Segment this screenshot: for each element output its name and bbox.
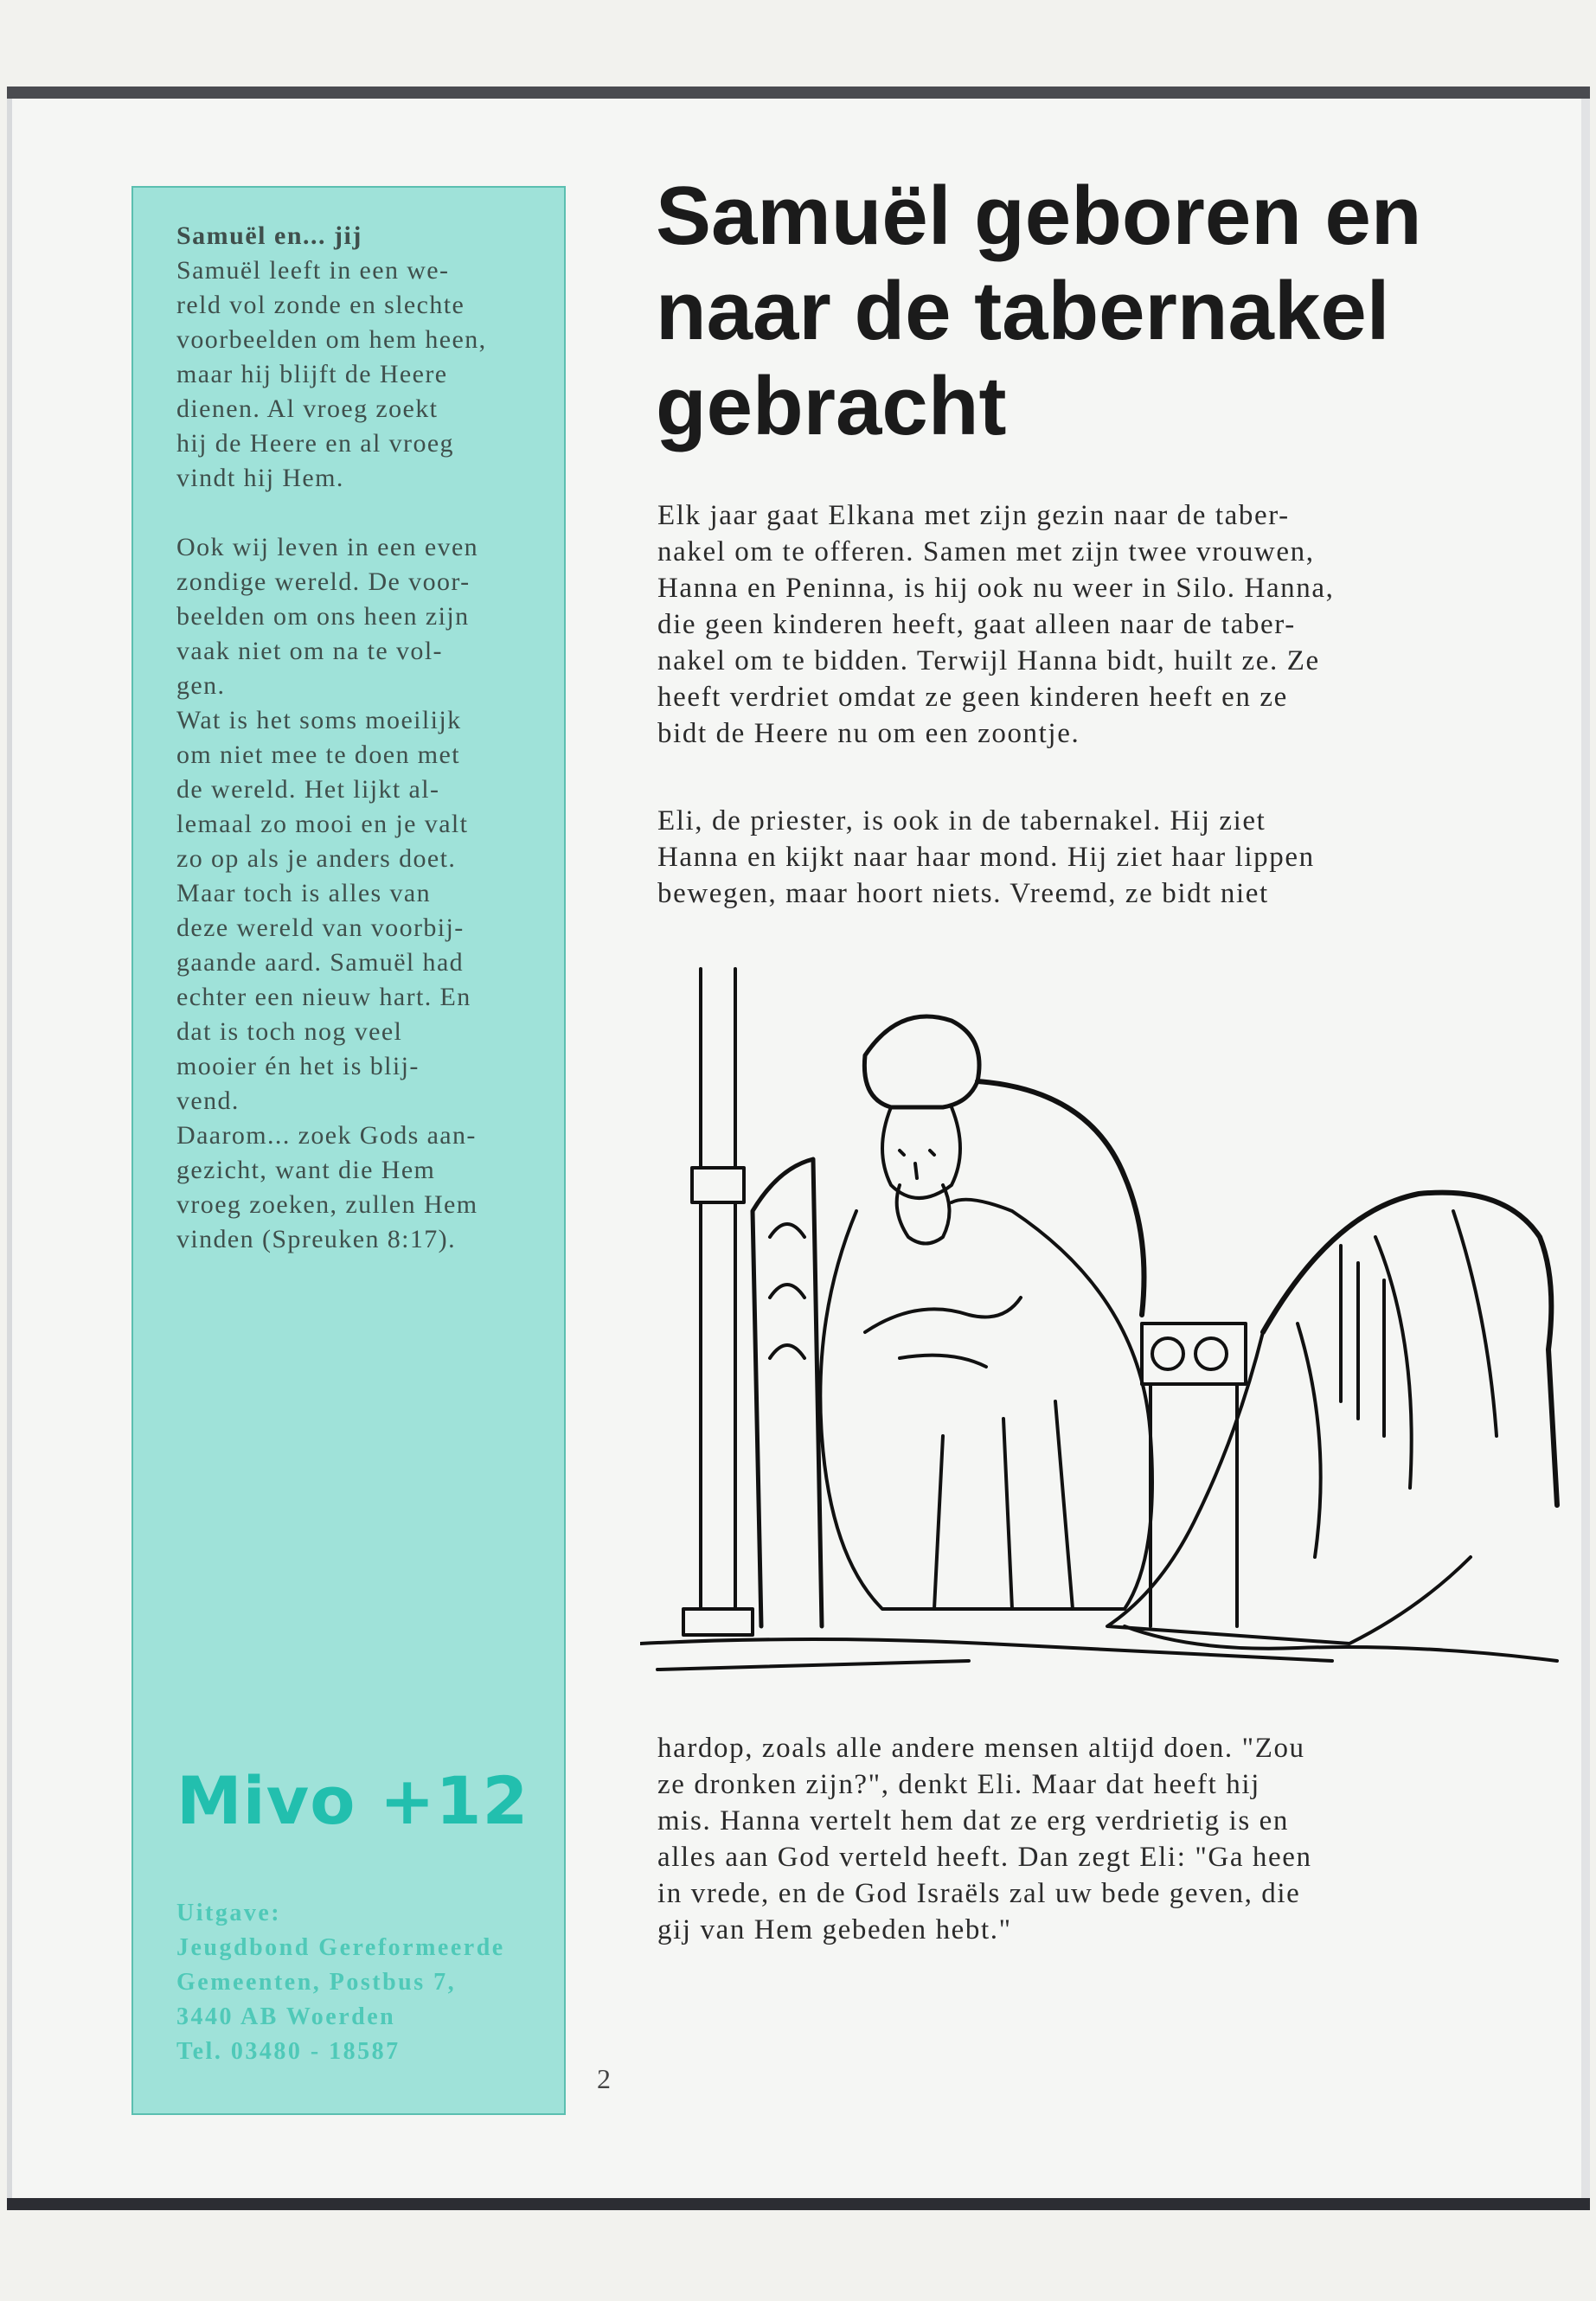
sidebar-body [176,253,542,1257]
page-edge [7,99,12,2198]
mivo-logo: Mivo +12 [176,1762,529,1839]
article-paragraph: Eli, de priester, is ook in de tabernakel. Hij ziet Hanna en kijkt naar haar mond. Hij ziet haar lippen bewegen, maar hoort niets. Vreemd, ze bidt niet [657,805,1315,909]
page-number: 2 [597,2063,611,2094]
chair-sketch [753,1159,822,1626]
sidebar-box [131,186,566,2115]
article-headline: Samuël geboren en naar de tabernakel gebracht [656,170,1422,452]
article-paragraph: hardop, zoals alle andere mensen altijd doen. "Zou ze dronken zijn?", denkt Eli. Maar dat heeft hij mis. Hanna vertelt hem dat ze erg verdrietig is en alles aan God verteld heeft. Dan zegt Eli: "Ga heen in vrede, en de God Israëls zal uw bede geven, die gij van Hem gebeden hebt." [657,1733,1312,1945]
article-paragraph: Elk jaar gaat Elkana met zijn gezin naar de taber- nakel om te offeren. Samen met zijn twee vrouwen, Hanna en Peninna, is hij ook nu weer in Silo. Hanna, die geen kinderen heeft, gaat alleen naar de taber- nakel om te bidden. Terwijl Hanna bidt, huilt ze. Ze heeft verdriet omdat ze geen kinderen heeft en ze bidt de Heere nu om een zoontje. [657,500,1335,749]
sidebar-paragraph: Ook wij leven in een even zondige wereld. De voor- beelden om ons heen zijn vaak niet om na te vol- gen. [176,533,479,700]
publisher-info: Uitgave: Jeugdbond Gereformeerde Gemeenten, Postbus 7, 3440 AB Woerden Tel. 03480 - 18587 [176,1900,505,2065]
sidebar-paragraph: Daarom... zoek Gods aan- gezicht, want die Hem vroeg zoeken, zullen Hem vinden (Spreuken 8:17). [176,1121,478,1253]
sidebar-paragraph: Samuël leeft in een we- reld vol zonde en slechte voorbeelden om hem heen, maar hij blijft de Heere dienen. Al vroeg zoekt hij de Heere en al vroeg vindt hij Hem. [176,256,487,492]
sidebar-title: Samuël en... jij [176,221,362,250]
column-sketch [692,969,744,1609]
floor-sketch [640,1639,1332,1670]
sidebar-paragraph: Wat is het soms moeilijk om niet mee te doen met de wereld. Het lijkt al- lemaal zo mooi en je valt zo op als je anders doet. Maar toch is alles van deze wereld van voorbij- gaande aard. Samuël had echter een nieuw hart. En dat is toch nog veel mooier én het is blij- vend. [176,706,471,1115]
eli-figure-sketch [864,1016,979,1107]
illustration-eli-and-hanna [640,952,1592,1713]
